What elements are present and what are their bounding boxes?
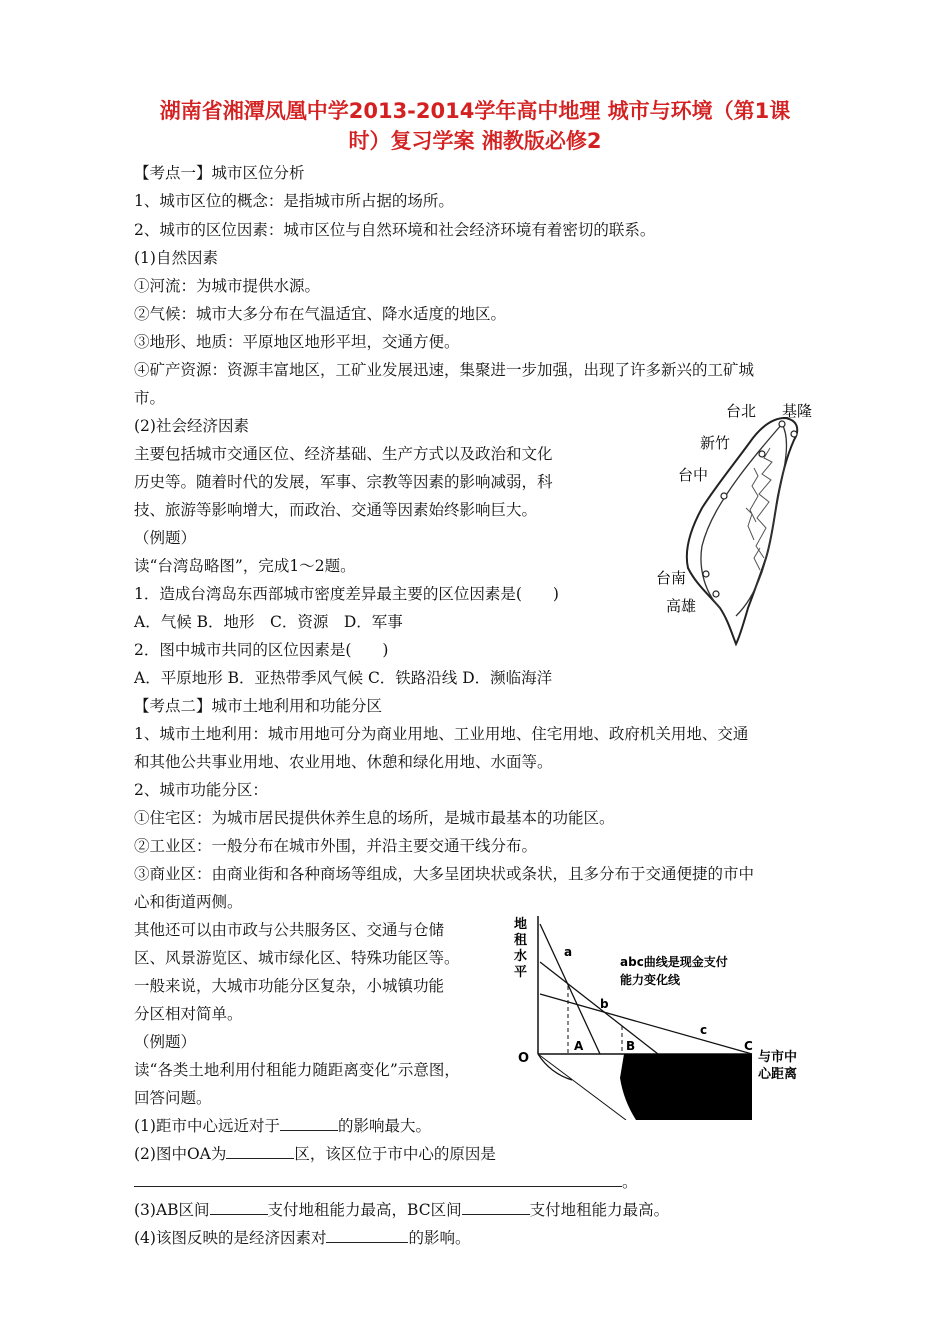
text-line: 读“各类土地利用付租能力随距离变化”示意图， — [134, 1061, 460, 1079]
curve-a — [540, 924, 600, 1054]
text-line: 读“台湾岛略图”，完成1～2题。 — [134, 557, 356, 575]
sector-band — [620, 1054, 752, 1120]
fill-question-2: (2)图中OA为 区，该区位于市中心的原因是 — [134, 1145, 496, 1163]
point-label: C — [744, 1039, 753, 1053]
text-line: 心和街道两侧。 — [134, 893, 243, 911]
chart-legend: abc曲线是现金支付 — [620, 955, 728, 969]
fill-question-4: (4)该图反映的是经济因素对 的影响。 — [134, 1229, 471, 1247]
x-axis-label: 与市中 — [758, 1050, 798, 1065]
text-line: （例题） — [134, 529, 197, 547]
curve-label: c — [700, 1023, 708, 1037]
city-label: 基隆 — [782, 402, 813, 420]
title-line-2: 时）复习学案 湘教版必修2 — [348, 129, 602, 153]
question-2: 2．图中城市共同的区位因素是( ) — [134, 641, 389, 659]
city-dot — [791, 431, 797, 437]
document-title — [70, 96, 880, 156]
title-line-1: 湖南省湘潭凤凰中学2013-2014学年高中地理 城市与环境（第1课 — [159, 99, 791, 123]
taiwan-map-drawing — [650, 398, 830, 648]
city-dot — [759, 451, 765, 457]
text-line: 历史等。随着时代的发展，军事、宗教等因素的影响减弱，科 — [134, 473, 553, 491]
railway-line — [701, 424, 787, 616]
answer-blank[interactable] — [326, 1228, 408, 1243]
text-line: (1)自然因素 — [134, 249, 218, 267]
text-line: ①住宅区：为城市居民提供休养生息的场所，是城市最基本的功能区。 — [134, 809, 615, 827]
city-label: 台南 — [656, 569, 687, 587]
text-line: 回答问题。 — [134, 1089, 212, 1107]
answer-blank[interactable] — [134, 1172, 622, 1187]
text-line: ③商业区：由商业街和各种商场等组成，大多呈团块状或条状，且多分布于交通便捷的市中 — [134, 865, 755, 883]
city-label: 新竹 — [700, 434, 731, 452]
text-line: 区、风景游览区、城市绿化区、特殊功能区等。 — [134, 949, 460, 967]
fill-question-1: (1)距市中心远近对于 的影响最大。 — [134, 1117, 431, 1135]
answer-blank[interactable] — [210, 1200, 268, 1215]
text-line: 1、城市区位的概念：是指城市所占据的场所。 — [134, 192, 454, 210]
city-label: 高雄 — [666, 597, 697, 615]
text-line: 主要包括城市交通区位、经济基础、生产方式以及政治和文化 — [134, 445, 553, 463]
text-line: 分区相对简单。 — [134, 1005, 243, 1023]
answer-blank[interactable] — [280, 1116, 338, 1131]
fill-question-3: (3)AB区间 支付地租能力最高，BC区间 支付地租能力最高。 — [134, 1201, 670, 1219]
y-axis-label-char: 平 — [514, 965, 528, 980]
text-line: （例题） — [134, 1033, 197, 1051]
point-label: B — [626, 1039, 636, 1053]
answer-blank[interactable] — [226, 1144, 294, 1159]
city-dot — [713, 591, 719, 597]
question-2-options: A．平原地形 B．亚热带季风气候 C．铁路沿线 D．濒临海洋 — [134, 669, 553, 687]
question-1-options: A．气候 B．地形 C．资源 D．军事 — [134, 613, 403, 631]
text-line: ④矿产资源：资源丰富地区，工矿业发展迅速，集聚进一步加强，出现了许多新兴的工矿城 — [134, 361, 755, 379]
text-line: 其他还可以由市政与公共服务区、交通与仓储 — [134, 921, 445, 939]
city-label: 台中 — [678, 466, 709, 484]
taiwan-map — [650, 398, 830, 648]
text-line: 2、城市功能分区： — [134, 781, 268, 799]
rent-chart — [508, 910, 818, 1120]
point-label: A — [574, 1039, 584, 1053]
city-dot — [703, 571, 709, 577]
y-axis-label-char: 地 — [514, 917, 528, 932]
fill-question-2-continued: 。 — [134, 1172, 638, 1192]
origin-label: O — [518, 1051, 530, 1066]
answer-blank[interactable] — [462, 1200, 530, 1215]
city-label: 台北 — [726, 402, 757, 420]
text-line: 技、旅游等影响增大，而政治、交通等因素始终影响巨大。 — [134, 501, 538, 519]
text-line: ②工业区：一般分布在城市外围，并沿主要交通干线分布。 — [134, 837, 538, 855]
text-line: 2、城市的区位因素：城市区位与自然环境和社会经济环境有着密切的联系。 — [134, 221, 656, 239]
question-1: 1．造成台湾岛东西部城市密度差异最主要的区位因素是( ) — [134, 585, 559, 603]
y-axis-label-char: 水 — [514, 949, 528, 964]
sector-edge — [538, 1054, 626, 1120]
text-line: 1、城市土地利用：城市用地可分为商业用地、工业用地、住宅用地、政府机关用地、交通 — [134, 725, 749, 743]
text-line: ②气候：城市大多分布在气温适宜、降水适度的地区。 — [134, 305, 507, 323]
curve-label: a — [564, 945, 573, 959]
text-line: ③地形、地质：平原地区地形平坦，交通方便。 — [134, 333, 460, 351]
text-line: 和其他公共事业用地、农业用地、休憩和绿化用地、水面等。 — [134, 753, 553, 771]
curve-label: b — [600, 997, 609, 1011]
text-line: (2)社会经济因素 — [134, 417, 249, 435]
section-heading-2: 【考点二】城市土地利用和功能分区 — [134, 697, 383, 715]
text-line: ①河流：为城市提供水源。 — [134, 277, 321, 295]
city-dot — [721, 493, 727, 499]
y-axis-label-char: 租 — [514, 933, 528, 948]
city-dot — [779, 421, 785, 427]
text-line: 一般来说，大城市功能分区复杂，小城镇功能 — [134, 977, 445, 995]
x-axis-label: 心距离 — [758, 1067, 798, 1082]
chart-legend: 能力变化线 — [620, 973, 681, 987]
rent-chart-drawing — [508, 910, 818, 1120]
text-line: 市。 — [134, 389, 166, 407]
section-heading-1: 【考点一】城市区位分析 — [134, 164, 305, 182]
